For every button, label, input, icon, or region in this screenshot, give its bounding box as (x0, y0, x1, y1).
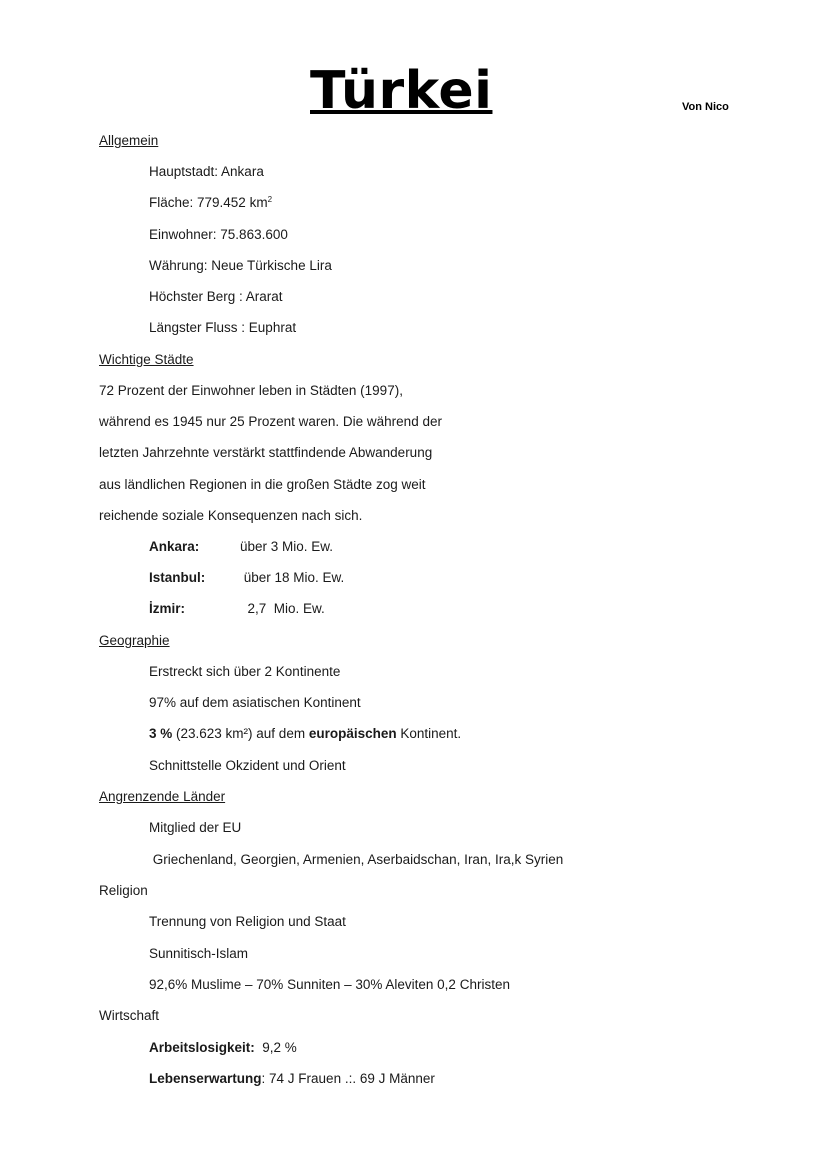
religion-item: Trennung von Religion und Staat (149, 914, 346, 929)
paragraph-line: während es 1945 nur 25 Prozent waren. Die während der (99, 414, 442, 429)
city-population: 2,7 Mio. Ew. (240, 601, 325, 616)
city-name: Ankara: (149, 539, 200, 554)
geo-europe-tail: Kontinent. (396, 726, 462, 741)
fact-waehrung: Währung: Neue Türkische Lira (149, 258, 332, 273)
fact-fluss: Längster Fluss : Euphrat (149, 320, 297, 335)
fact-flaeche (149, 194, 272, 212)
laender-eu: Mitglied der EU (149, 820, 242, 835)
wirtschaft-leben-value: : 74 J Frauen .:. 69 J Männer (261, 1071, 435, 1086)
section-heading-geographie: Geographie (99, 633, 170, 648)
fact-flaeche-text: Fläche: 779.452 km (149, 195, 268, 210)
geo-europe-text: (23.623 km²) auf dem (172, 726, 309, 741)
city-row-izmir (149, 600, 449, 618)
fact-flaeche-sup: 2 (267, 195, 273, 204)
fact-einwohner: Einwohner: 75.863.600 (149, 227, 288, 242)
fact-hauptstadt: Hauptstadt: Ankara (149, 164, 264, 179)
city-name: Istanbul: (149, 570, 206, 585)
city-population: über 18 Mio. Ew. (240, 570, 345, 585)
section-heading-religion: Religion (99, 883, 148, 898)
fact-berg: Höchster Berg : Ararat (149, 289, 283, 304)
city-row-istanbul (149, 569, 449, 587)
geo-item: Schnittstelle Okzident und Orient (149, 758, 346, 773)
section-heading-laender: Angrenzende Länder (99, 789, 226, 804)
author-label: Von Nico (682, 101, 729, 113)
geo-item: 97% auf dem asiatischen Kontinent (149, 695, 361, 710)
city-row-ankara (149, 538, 449, 556)
geo-europe-percent: 3 % (149, 726, 173, 741)
city-name: İzmir: (149, 601, 186, 616)
geo-europe-line (149, 725, 461, 743)
wirtschaft-leben (149, 1070, 435, 1088)
paragraph-line: letzten Jahrzehnte verstärkt stattfindende Abwanderung (99, 445, 433, 460)
paragraph-line: reichende soziale Konsequenzen nach sich. (99, 508, 363, 523)
wirtschaft-leben-label: Lebenserwartung (149, 1071, 262, 1086)
geo-europe-emph: europäischen (308, 726, 397, 741)
paragraph-line: aus ländlichen Regionen in die großen Städte zog weit (99, 477, 426, 492)
page-title: Türkei (310, 61, 493, 121)
section-heading-allgemein: Allgemein (99, 133, 159, 148)
city-population: über 3 Mio. Ew. (240, 539, 334, 554)
religion-item: 92,6% Muslime – 70% Sunniten – 30% Aleviten 0,2 Christen (149, 977, 510, 992)
wirtschaft-arbeit (149, 1039, 297, 1057)
wirtschaft-arbeit-label: Arbeitslosigkeit: (149, 1040, 255, 1055)
religion-item: Sunnitisch-Islam (149, 946, 249, 961)
wirtschaft-arbeit-value: 9,2 % (254, 1040, 297, 1055)
section-heading-wirtschaft: Wirtschaft (99, 1008, 160, 1023)
section-heading-staedte: Wichtige Städte (99, 352, 194, 367)
geo-item: Erstreckt sich über 2 Kontinente (149, 664, 341, 679)
laender-nachbarn: Griechenland, Georgien, Armenien, Aserbaidschan, Iran, Ira,k Syrien (149, 852, 564, 867)
paragraph-line: 72 Prozent der Einwohner leben in Städten (1997), (99, 383, 403, 398)
